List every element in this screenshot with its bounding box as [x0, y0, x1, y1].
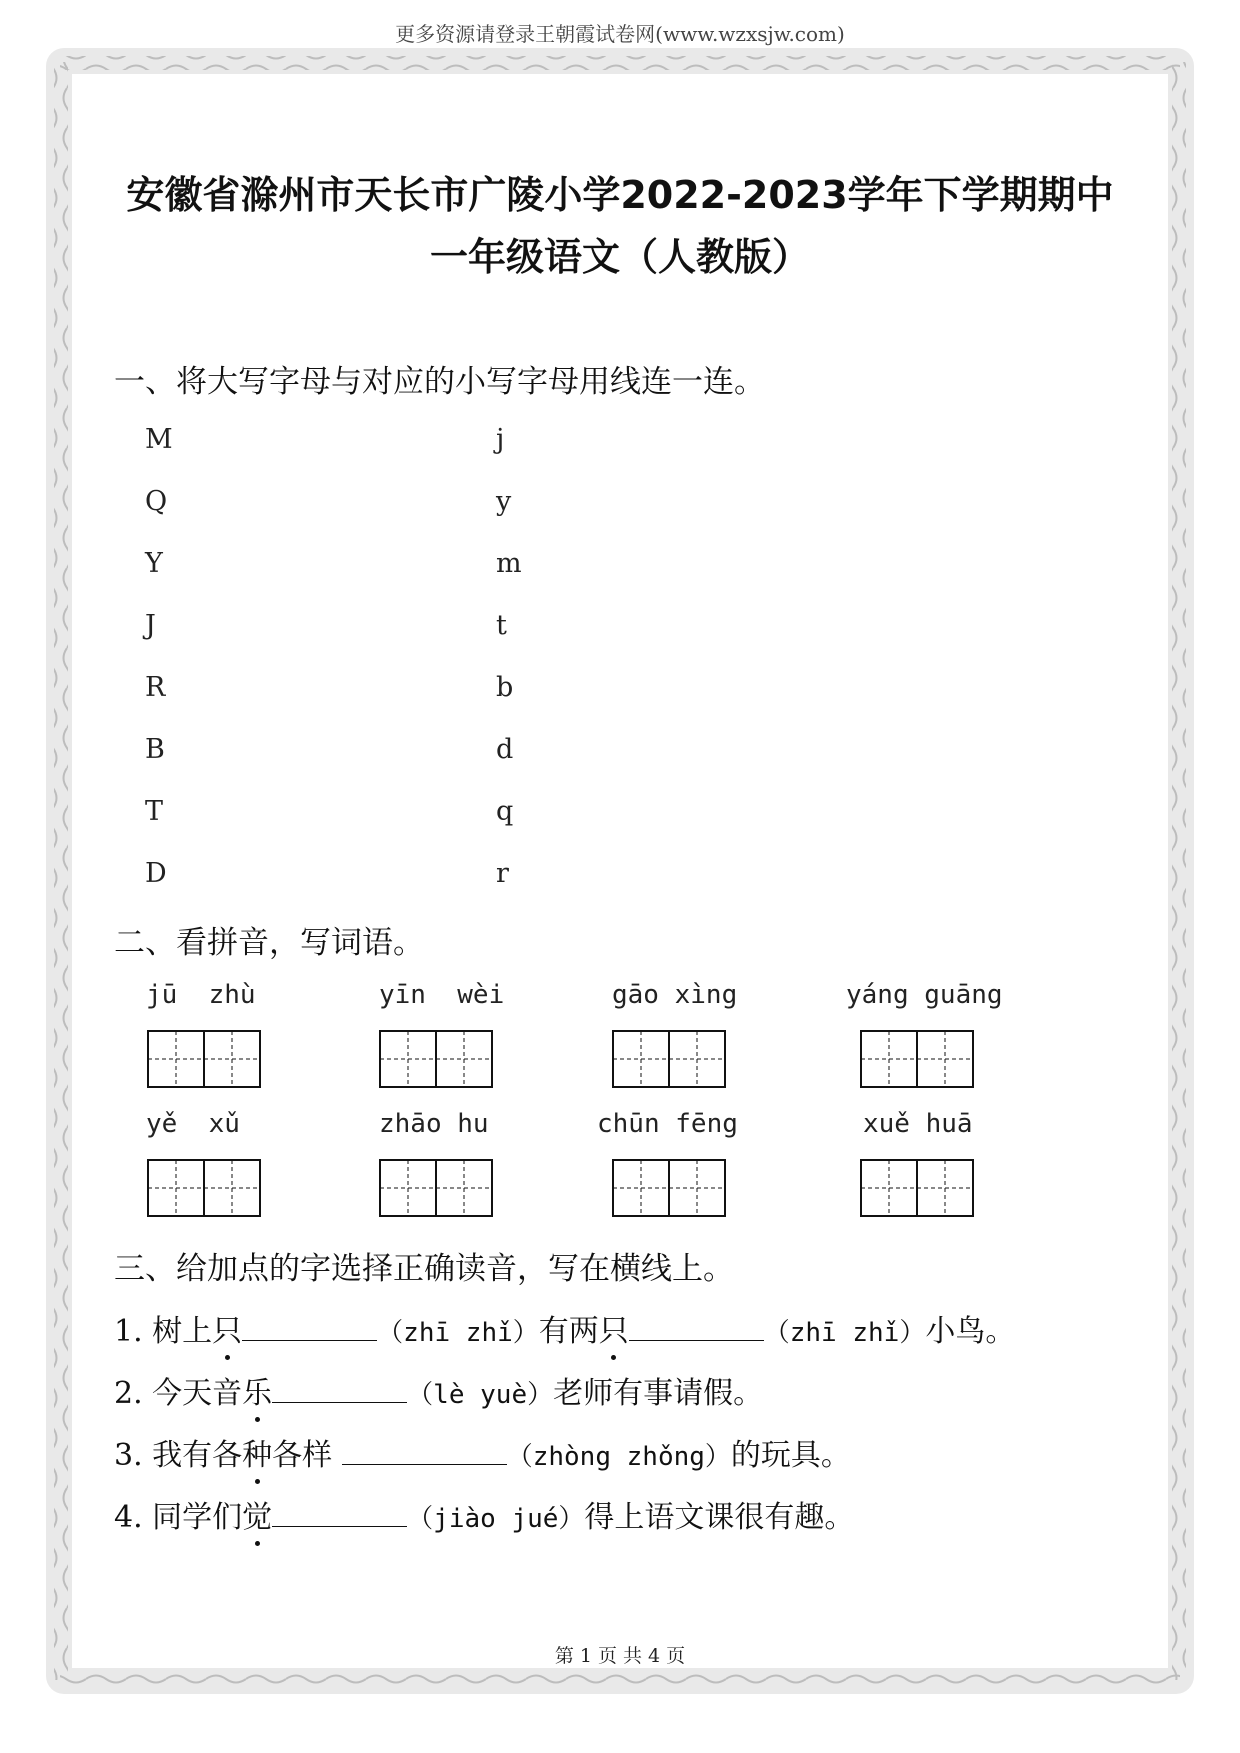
dotted-char: 觉 [242, 1492, 272, 1536]
lowercase-letter: q [496, 796, 514, 827]
pinyin-label: zhāo hu [379, 1109, 489, 1139]
lowercase-letter: d [496, 734, 514, 765]
question-text: 同学们 [152, 1500, 243, 1535]
tian-grid[interactable] [860, 1030, 976, 1090]
page-content-area [72, 74, 1168, 1668]
question-text: 今天音 [152, 1376, 243, 1411]
exam-title-line1: 安徽省滁州市天长市广陵小学2022-2023学年下学期期中 [126, 173, 1114, 217]
dotted-char: 乐 [242, 1368, 272, 1412]
tian-grid[interactable] [379, 1030, 495, 1090]
question-1 [114, 1306, 1015, 1350]
tian-grid[interactable] [379, 1159, 495, 1219]
lowercase-letter: m [496, 548, 522, 579]
answer-blank[interactable] [272, 1376, 407, 1403]
question-number: 1. [114, 1314, 143, 1349]
answer-blank[interactable] [342, 1438, 507, 1465]
answer-blank[interactable] [242, 1314, 377, 1341]
question-number: 4. [114, 1500, 143, 1535]
uppercase-letter: B [145, 734, 165, 765]
lowercase-letter: b [496, 672, 514, 703]
uppercase-letter: T [145, 796, 164, 827]
pinyin-label: chūn fēng [597, 1109, 738, 1139]
lowercase-letter: t [496, 610, 507, 641]
question-3 [114, 1430, 851, 1474]
question-text: 各样 [272, 1438, 333, 1473]
uppercase-letter: M [145, 424, 173, 455]
question-number: 3. [114, 1438, 143, 1473]
watermark: 更多资源请登录王朝霞试卷网(www.wzxsjw.com) [395, 22, 845, 46]
lowercase-letter: j [496, 424, 505, 455]
uppercase-letter: J [145, 610, 156, 641]
question-text: 有两 [538, 1314, 599, 1349]
uppercase-letter: Q [145, 486, 168, 517]
question-text: 小鸟。 [925, 1314, 1016, 1349]
question-text: 我有各 [152, 1438, 243, 1473]
dotted-char: 只 [212, 1306, 242, 1350]
pinyin-options: （zhī zhǐ） [763, 1318, 926, 1348]
pinyin-label: yīn wèi [379, 980, 505, 1010]
lowercase-letter: y [496, 486, 512, 517]
tian-grid[interactable] [147, 1159, 263, 1219]
uppercase-letter: Y [145, 548, 163, 579]
pinyin-label: xuě huā [863, 1109, 973, 1139]
uppercase-letter: D [145, 858, 167, 889]
pinyin-label: jū zhù [146, 980, 256, 1010]
exam-title-line2: 一年级语文（人教版） [429, 235, 810, 279]
pinyin-options: （zhī zhǐ） [377, 1318, 539, 1348]
section1-heading: 一、将大写字母与对应的小写字母用线连一连。 [114, 364, 765, 400]
dotted-char: 只 [599, 1306, 629, 1350]
question-2 [114, 1368, 763, 1412]
tian-grid[interactable] [147, 1030, 263, 1090]
pinyin-options: （lè yuè） [407, 1380, 554, 1410]
section2-heading: 二、看拼音，写词语。 [114, 925, 424, 961]
question-4 [114, 1492, 854, 1536]
page-footer: 第 1 页 共 4 页 [554, 1645, 686, 1667]
tian-grid[interactable] [860, 1159, 976, 1219]
answer-blank[interactable] [272, 1500, 407, 1527]
pinyin-label: yě xǔ [146, 1109, 240, 1139]
question-number: 2. [114, 1376, 143, 1411]
pinyin-label: gāo xìng [612, 980, 738, 1010]
question-text: 得上语文课很有趣。 [584, 1500, 855, 1535]
uppercase-letter: R [145, 672, 166, 703]
lowercase-letter: r [496, 858, 509, 889]
pinyin-label: yáng guāng [846, 980, 1003, 1010]
dotted-char: 种 [242, 1430, 272, 1474]
section3-heading: 三、给加点的字选择正确读音，写在横线上。 [114, 1251, 734, 1287]
question-text: 的玩具。 [730, 1438, 851, 1473]
answer-blank[interactable] [629, 1314, 764, 1341]
question-text: 树上 [152, 1314, 213, 1349]
tian-grid[interactable] [612, 1030, 728, 1090]
question-text: 老师有事请假。 [553, 1376, 764, 1411]
tian-grid[interactable] [612, 1159, 728, 1219]
pinyin-options: （zhòng zhǒng） [506, 1442, 731, 1472]
pinyin-options: （jiào jué） [407, 1504, 585, 1534]
